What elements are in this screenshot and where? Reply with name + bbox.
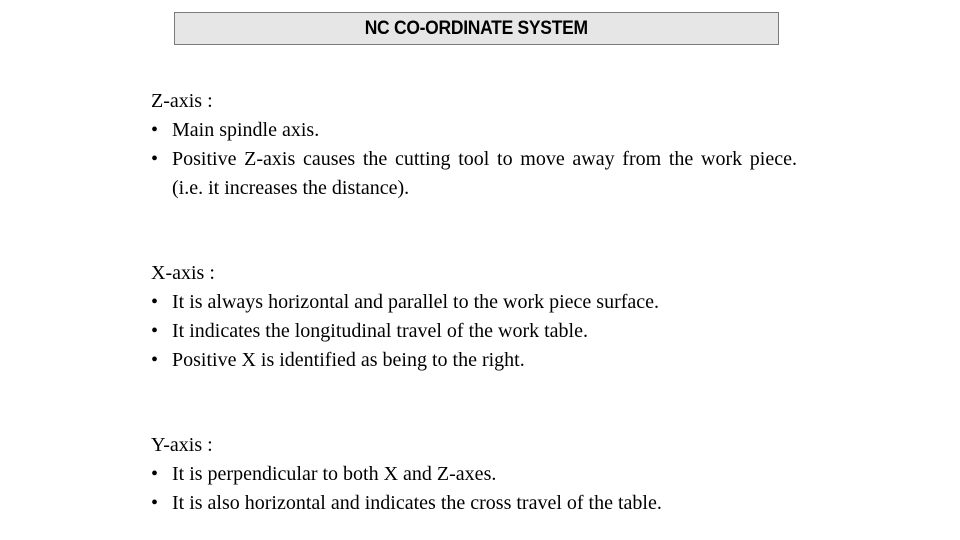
bullet-dot-icon: • (151, 291, 159, 313)
section-y-axis (151, 431, 797, 518)
bullet-dot-icon: • (151, 492, 159, 514)
bullet-text: It indicates the longitudinal travel of the work table. (172, 320, 588, 342)
bullet-item (151, 116, 797, 145)
bullet-text: It is perpendicular to both X and Z-axes. (172, 463, 497, 485)
bullet-text: Positive X is identified as being to the right. (172, 349, 525, 371)
bullet-item (151, 145, 797, 203)
bullet-dot-icon: • (151, 119, 159, 141)
section-heading: Z-axis : (151, 90, 213, 112)
bullet-text: Positive Z-axis causes the cutting tool to move away from the work piece. (i.e. it increases the distance). (172, 148, 797, 199)
bullet-text: It is also horizontal and indicates the cross travel of the table. (172, 492, 662, 514)
bullet-dot-icon: • (151, 349, 159, 371)
bullet-item (151, 317, 797, 346)
bullet-item (151, 346, 797, 375)
bullet-dot-icon: • (151, 463, 159, 485)
bullet-item (151, 288, 797, 317)
bullet-text: It is always horizontal and parallel to the work piece surface. (172, 291, 660, 313)
section-heading: X-axis : (151, 262, 215, 284)
bullet-item (151, 489, 797, 518)
title-banner (174, 12, 779, 45)
section-x-axis (151, 259, 797, 375)
section-z-axis (151, 87, 797, 203)
bullet-dot-icon: • (151, 148, 159, 170)
section-heading: Y-axis : (151, 434, 213, 456)
bullet-dot-icon: • (151, 320, 159, 342)
bullet-item (151, 460, 797, 489)
page-title: NC CO-ORDINATE SYSTEM (364, 17, 589, 39)
bullet-text: Main spindle axis. (172, 119, 320, 141)
